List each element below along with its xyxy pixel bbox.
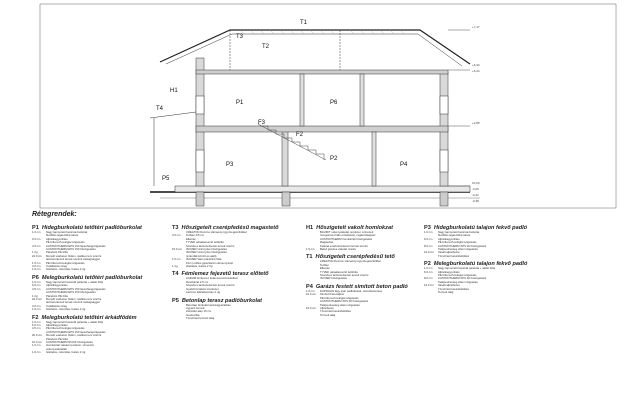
layer-description: Talajnedvesség elleni szigetelés xyxy=(438,280,478,284)
layer-description: Lazúros felületkezelés 2 rtg xyxy=(186,291,221,295)
layer-thickness: 15.0 cm xyxy=(172,247,182,252)
layer-description: Nagy lapméretű laminált parketta + alátét fólia xyxy=(438,267,495,271)
layer-thickness: 1.5 cm xyxy=(32,260,41,265)
layer-description: Párazáró PE fólia xyxy=(46,251,68,255)
layer-code: H1 xyxy=(306,225,314,231)
layer-description: flexibilis ragasztóba rakva xyxy=(438,234,471,238)
layer-description: Nagy lapméretű kerámia burkolat xyxy=(438,231,480,234)
layer-description: (szarufák között és alatt) xyxy=(186,254,217,258)
layer-code: P6 xyxy=(32,274,39,281)
layer-description: Ragasztás xyxy=(320,241,334,245)
layer-code: T3 xyxy=(172,225,179,231)
section-label-p3: P3 xyxy=(226,162,234,168)
layer-name: Melegburkolatú tetőtéri árkádfödém xyxy=(41,314,137,321)
layer-description: Vasalt aljzatbeton xyxy=(438,251,460,255)
layer-description: vékonyvakolattal xyxy=(46,347,67,351)
layer-code: P4 xyxy=(306,283,313,290)
section-label-t4: T4 xyxy=(156,106,164,112)
layer-description: DUPRALIN lágy ipari padlófesték, csúszásmentes xyxy=(320,289,383,293)
layer-code: P1 xyxy=(32,225,39,231)
layer-thickness: 1.0 cm xyxy=(32,343,41,348)
layer-description: AUSTROTHERM EPS 150 lépéshangszigetelés xyxy=(46,287,106,291)
layer-thickness: 12.0 cm xyxy=(424,250,434,255)
layer-description: Ellenléc xyxy=(320,267,330,271)
layer-description: AUSTROTHERM XPS 30 hőszigetelés xyxy=(320,300,369,304)
layer-thickness: 6.0 cm xyxy=(32,283,41,288)
layer-description: Aljzatkiegyenlítés xyxy=(46,323,68,327)
layer-thickness: 1.0 cm xyxy=(424,230,433,234)
section-label-f2: F2 xyxy=(296,132,304,138)
layer-thickness: 6.0 cm xyxy=(32,322,41,327)
layer-thickness: 6.0 cm xyxy=(424,269,433,274)
layer-thickness: 20.0 cm xyxy=(32,333,42,338)
layer-column xyxy=(424,222,552,295)
layer-description: ISOVER Vario párazáró fólia xyxy=(186,258,222,262)
layer-description: AUSTROTHERM EPS 150 lépéshangszigetelés xyxy=(46,244,106,248)
section-label-p4: P4 xyxy=(400,162,408,168)
section-label-p5: P5 xyxy=(162,176,170,182)
layer-thickness: 3.0 cm xyxy=(32,264,41,269)
layer-thickness: 1.0 cm xyxy=(32,279,41,284)
layer-description: Ágyazó homok xyxy=(186,306,205,310)
layer-description: Belső gipszes vakolat, festés xyxy=(320,248,356,252)
layer-description: Szarufa a tartószerkezeti tervek szerint xyxy=(186,284,235,288)
layer-description: Deszkázat 2,5 cm xyxy=(186,280,209,284)
layer-thickness xyxy=(172,317,186,320)
elevation-label: -0,22 xyxy=(472,193,479,197)
layer-thickness: 12.0 cm xyxy=(424,283,434,288)
layer-description: Aljzatkiegyenlítés xyxy=(46,284,68,288)
layer-row xyxy=(32,268,160,271)
section-label-t3: T3 xyxy=(236,34,244,40)
elevation-label: ±0,00 xyxy=(472,181,480,185)
layer-thickness: 1.0 cm xyxy=(32,307,41,312)
layer-code: F2 xyxy=(32,314,39,321)
section-label-p1: P1 xyxy=(236,100,244,106)
layer-description: TYVEK páraáteresztő tetőfólia xyxy=(320,270,358,274)
layer-column xyxy=(32,222,160,355)
elevation-label: +6,34 xyxy=(472,63,480,67)
layer-thickness xyxy=(306,314,320,317)
layer-thickness: 6.0 cm xyxy=(424,236,433,241)
layer-row xyxy=(306,314,434,317)
layer-description: Installációs réteg xyxy=(46,304,67,308)
section-label-f3: F3 xyxy=(258,120,266,126)
section-label-t1: T1 xyxy=(300,20,308,26)
layer-description: Geotextília xyxy=(186,313,200,317)
layer-thickness: 1 rtg xyxy=(172,264,178,269)
layer-description: Tömörített kavicsfeltöltés xyxy=(438,287,469,291)
layer-description: PE fólia technológiai szigetelés xyxy=(438,241,477,245)
layer-thickness xyxy=(424,291,438,294)
layer-name: Hőszigetelt cserépfedésű tető xyxy=(315,254,395,261)
layer-description: CREATON Domino síkcserép ügyi kiegészítőkkel xyxy=(186,231,247,234)
layer-description: flexibilis ragasztóba rakva xyxy=(46,234,79,238)
layer-description: TYVEK páraáteresztő tetőfólia xyxy=(186,241,224,245)
layer-description: BAUMIT vékonyvakolat rendszer, színezett xyxy=(320,231,374,234)
layer-row xyxy=(306,248,434,251)
layer-code: P2 xyxy=(424,261,431,268)
layer-row xyxy=(424,255,552,258)
layer-description: Szarufa a tartószerkezeti tervek szerint xyxy=(320,274,369,278)
layer-description: Tömörített kavicsfeltöltés xyxy=(438,254,469,258)
layer-name: Fémlemez fejezetű terasz előtető xyxy=(181,271,269,278)
layer-description: Termett talaj xyxy=(438,291,454,295)
layer-description: AUSTROTHERM EPS 150 hőszigetelés xyxy=(46,291,96,295)
layer-code: P5 xyxy=(172,297,179,304)
layer-thickness xyxy=(424,255,438,258)
layer-description: CREATON Domino síkcserép ügyi kiegészítőkkel xyxy=(320,260,381,264)
layer-code: T1 xyxy=(306,254,313,261)
section-label-t2: T2 xyxy=(262,44,270,50)
layer-description: Talajnedvesség elleni szigetelés xyxy=(438,248,478,252)
layer-thickness: 1.0 cm xyxy=(32,319,41,324)
layer-description: Termett talaj xyxy=(320,313,336,317)
layer-description: PE fólia technológiai szigetelés xyxy=(46,261,85,265)
layer-row xyxy=(172,291,300,294)
layer-description: Falazat a tartószerkezeti tervek szerint xyxy=(320,244,368,248)
layer-description: Szarufa a tartószerkezeti tervek szerint xyxy=(186,244,235,248)
layer-name: Hőszigetelt vakolt homlokzat xyxy=(316,225,393,231)
layer-description: Fém profilos gipszkarton álmennyezet xyxy=(186,261,234,265)
layer-thickness xyxy=(306,277,320,280)
layer-description: Ellenléc xyxy=(186,237,196,241)
layer-description: Tömörített kavicsfeltöltés xyxy=(320,310,351,314)
layer-description: ISOVER hőszigetelés xyxy=(320,277,347,281)
layer-row xyxy=(32,351,160,354)
layer-description: Párazáró PE fólia xyxy=(46,294,68,298)
layer-thickness: 1.0 cm xyxy=(32,267,41,272)
layer-thickness: 8.0 cm xyxy=(424,276,433,281)
layer-thickness: 1.0 cm xyxy=(306,288,315,293)
layer-name: Melegburkolatú talajon fekvő padló xyxy=(433,261,528,268)
layer-description: PE fólia technológiai szigetelés xyxy=(320,296,359,300)
layer-thickness: 1.5 cm xyxy=(172,257,181,262)
layer-description: Glettelés, csiszolás, festés 2 rtg xyxy=(46,351,86,355)
layer-thickness: 24.0 cm xyxy=(32,253,42,258)
layer-description: Installációs réteg xyxy=(46,265,67,269)
layer-name: Garázs festett simított beton padló xyxy=(315,283,408,290)
layer-description: Aljzatkiegyenlítés xyxy=(438,237,460,241)
layer-description: PE fólia technológiai szigetelés xyxy=(46,241,85,245)
layer-thickness xyxy=(172,291,186,294)
layer-thickness: 4.5 cm xyxy=(32,243,41,248)
layer-name: Hidegburkolatú tetőtéri padlóburkolat xyxy=(41,225,142,231)
layer-description: Tetőléc xyxy=(320,263,329,267)
layer-description: Tetőléc 4/5 cm xyxy=(186,234,205,238)
layer-row xyxy=(424,291,552,294)
layer-row xyxy=(32,308,160,311)
section-label-p2: P2 xyxy=(330,156,338,162)
layer-description: Aljzatkiegyenlítés xyxy=(438,270,460,274)
layer-description: ISOVER Unirol plus hőszigetelés xyxy=(186,251,227,255)
layer-description: Aljzatbeton xyxy=(320,306,334,310)
layer-description: tartószerkezeti tervek szerinti vastagsággal xyxy=(46,301,100,305)
layer-description: Nagy lapméretű kerámia burkolat xyxy=(46,231,88,234)
layer-thickness: 0.5 cm xyxy=(32,236,41,241)
layer-description: Talajnedvesség elleni szigetelés xyxy=(320,303,360,307)
layer-description: Monolit vasbeton födém, statikus terv szerint xyxy=(46,334,102,338)
layer-description: Betonlap burkolat kavicságyazatban xyxy=(186,303,231,307)
layer-thickness: 1 rtg xyxy=(32,293,38,298)
layer-code: T4 xyxy=(172,271,179,278)
section-label-h1: H1 xyxy=(170,88,178,94)
layer-thickness: 4.5 cm xyxy=(32,326,41,331)
layer-description: AUSTROTHERM homlokzati hőszigetelés xyxy=(320,237,373,241)
elevation-label: -0,05 xyxy=(472,187,479,191)
layer-description: AUSTROTHERM XPS 30 hőszigetelés xyxy=(438,277,487,281)
elevation-label: -0,38 xyxy=(472,199,479,203)
elevation-label: +7,17 xyxy=(472,25,480,29)
layer-column xyxy=(306,222,434,317)
layer-description: Glettelés, festés 2 rtg xyxy=(186,265,213,269)
layer-description: AUSTROTHERM EPS 150 lépéshangszigetelés xyxy=(46,330,106,334)
layer-description: Homlokzati vakolat rendszer, színezett xyxy=(46,344,94,348)
layer-description: Nagy lapméretű laminált parketta + alátét fólia xyxy=(46,280,103,284)
layer-description: Zúzottkő alap 15 cm xyxy=(186,310,212,314)
layer-thickness: 1.0 cm xyxy=(32,350,41,355)
layer-thickness: 3.0 cm xyxy=(172,233,181,238)
layer-description: Párazáró PE fólia xyxy=(46,337,68,341)
layer-name: Betonlap terasz padlóburkolat xyxy=(181,297,263,304)
layer-description: PE fólia technológiai szigetelés xyxy=(46,327,85,331)
layer-description: AUSTROTHERM ROOF hőszigetelés xyxy=(46,340,93,344)
layer-name: Hidegburkolatú talajon fekvő padló xyxy=(433,225,528,231)
section-label-p6: P6 xyxy=(330,100,338,106)
layer-row xyxy=(172,265,300,268)
layer-description: Gyalult fa látszó szerkezet xyxy=(186,287,219,291)
layer-name: Hőszigetelt cserépfedésű magastető xyxy=(181,225,279,231)
layer-description: Aljzatkiegyenlítés xyxy=(46,237,68,241)
layer-thickness: 1 rtg xyxy=(32,250,38,255)
layer-description: Monolit vasbeton födém, statikus terv szerint xyxy=(46,254,102,258)
layer-description: AUSTROTHERM EPS 150 hőszigetelés xyxy=(46,248,96,252)
layer-column xyxy=(172,222,300,321)
layer-description: Simított betonaljzat xyxy=(320,293,344,297)
layer-thickness: 1.5 cm xyxy=(306,247,315,252)
layer-thickness: 4.5 cm xyxy=(32,286,41,291)
layer-description: Vasalt aljzatbeton xyxy=(438,284,460,288)
layer-thickness: 10.0 cm xyxy=(306,292,316,297)
layer-thickness: 8.0 cm xyxy=(424,243,433,248)
layer-description: Glettelés, csiszolás, festés 2 rtg xyxy=(46,268,86,272)
layer-description: Glettelés, csiszolás, festés 2 rtg xyxy=(46,308,86,312)
layer-list-title: Rétegrendek: xyxy=(32,211,77,218)
layer-description: ISOVER Unirol plus hőszigetelés xyxy=(186,248,227,252)
layer-thickness: 10.0 cm xyxy=(306,305,316,310)
layer-description: AUSTROTHERM XPS 30 hőszigetelés xyxy=(438,244,487,248)
layer-thickness: 1.0 cm xyxy=(424,266,433,271)
layer-code: P3 xyxy=(424,225,431,231)
layer-description: Nagy lapméretű laminált parketta + alátét fólia xyxy=(46,320,103,324)
layer-row xyxy=(306,277,434,280)
layer-description: Üvegszövet háló erősítéssel, ragasztótapasz xyxy=(320,234,376,238)
layer-thickness: 24.0 cm xyxy=(32,296,42,301)
layer-description: LINDAB fémlemez fedés korcolt kivitelben xyxy=(186,277,239,281)
elevation-label: +6,24 xyxy=(472,69,480,73)
layer-description: tartószerkezeti tervek szerinti vastagsággal xyxy=(46,258,100,262)
layer-name: Melegburkolatú tetőtéri padlóburkolat xyxy=(41,274,143,281)
layer-description: Tömörített termett talaj xyxy=(186,317,215,321)
layer-description: Monolit vasbeton födém, statikus terv szerint xyxy=(46,297,102,301)
layer-thickness: 10.0 cm xyxy=(32,339,42,344)
layer-thickness: 1.0 cm xyxy=(32,230,41,234)
layer-thickness: 3.0 cm xyxy=(32,303,41,308)
elevation-label: +2,85 xyxy=(472,121,480,125)
layer-description: PE fólia technológiai szigetelés xyxy=(438,274,477,278)
layer-row xyxy=(172,317,300,320)
